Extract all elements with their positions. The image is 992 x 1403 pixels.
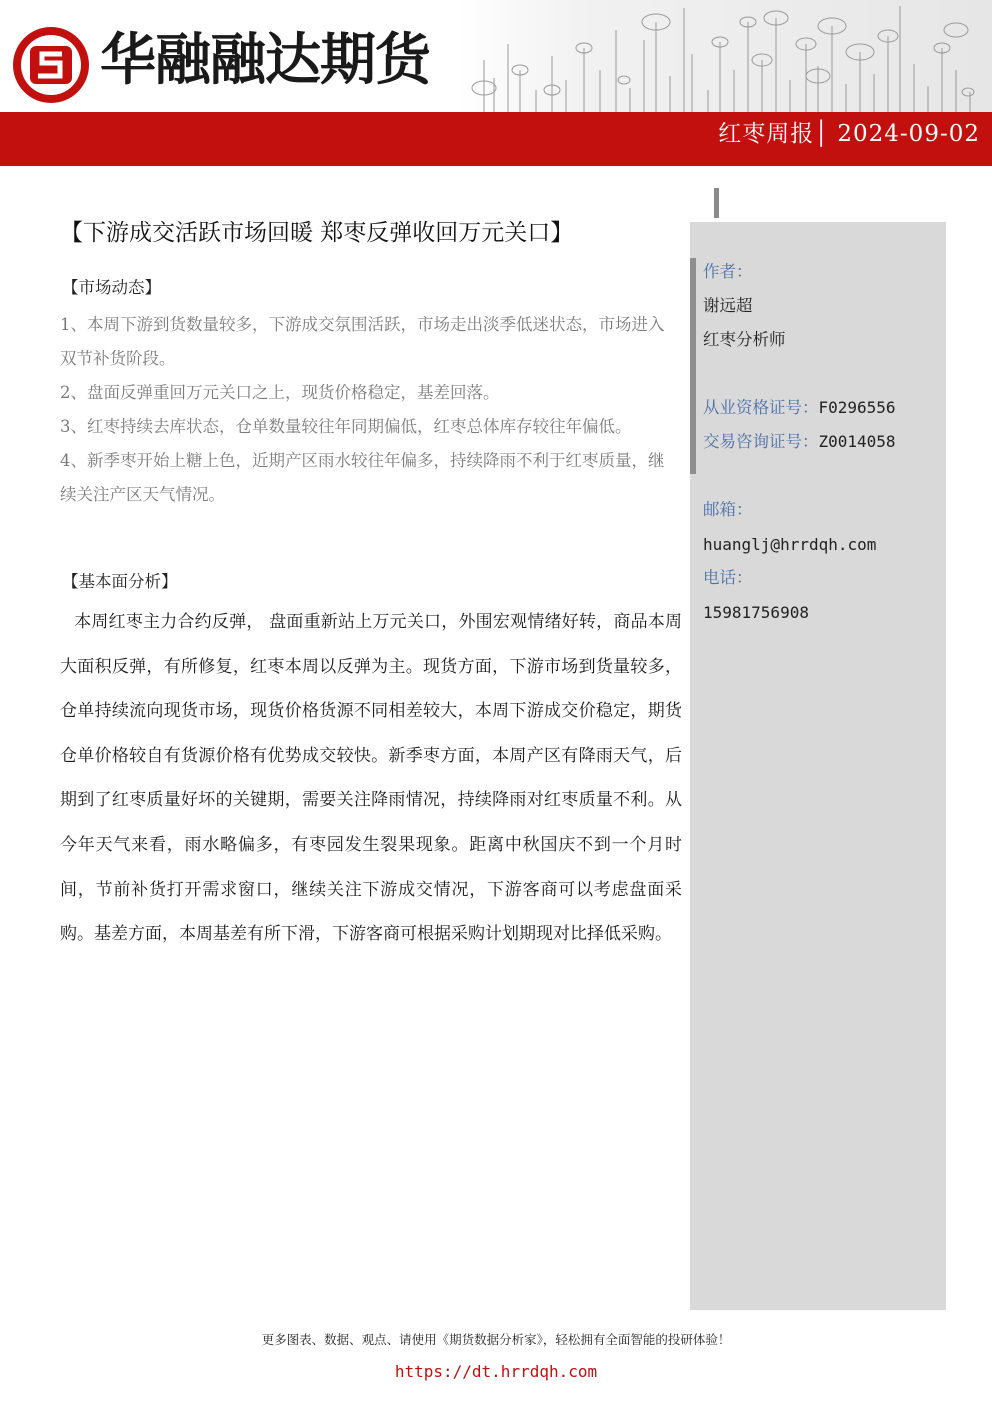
consult-number: Z0014058 xyxy=(818,432,896,451)
fundamental-heading: 【基本面分析】 xyxy=(62,572,178,591)
market-dynamics-heading: 【市场动态】 xyxy=(62,278,161,297)
qualification-row xyxy=(703,398,896,418)
article-title: 【下游成交活跃市场回暖 郑枣反弹收回万元关口】 xyxy=(60,220,574,247)
company-brand-name: 华融融达期货 xyxy=(100,28,430,93)
consult-row xyxy=(703,432,896,452)
list-item: 3、红枣持续去库状态，仓单数量较往年同期偏低，红枣总体库存较往年偏低。 xyxy=(60,417,632,436)
author-label: 作者： xyxy=(703,262,753,281)
list-item: 4、新季枣开始上糖上色，近期产区雨水较往年偏多，持续降雨不利于红枣质量，继续关注产区天气情况。 xyxy=(60,451,665,504)
consult-label: 交易咨询证号： xyxy=(703,432,819,451)
list-item: 2、盘面反弹重回万元关口之上，现货价格稳定，基差回落。 xyxy=(60,383,500,402)
qualification-number: F0296556 xyxy=(818,398,896,417)
fundamental-text: 本周红枣主力合约反弹， 盘面重新站上万元关口，外围宏观情绪好转，商品本周大面积反弹，有所修复，红枣本周以反弹为主。现货方面，下游市场到货量较多，仓单持续流向现货市场，现货价格货源不同相差较大，本周下游成交价稳定，期货仓单价格较自有货源价格有优势成交较快。新季枣方面，本周产区有降雨天气，后期到了红枣质量好坏的关键期，需要关注降雨情况，持续降雨对红枣质量不利。从今年天气来看，雨水略偏多，有枣园发生裂果现象。距离中秋国庆不到一个月时间，节前补货打开需求窗口，继续关注下游成交情况，下游客商可以考虑盘面采购。基差方面，本周基差有所下滑，下游客商可根据采购计划期现对比择低采购。 xyxy=(60,612,682,945)
fundamental-paragraph xyxy=(60,600,682,957)
divider-mark xyxy=(714,188,719,218)
header-decoration xyxy=(456,0,992,112)
phone-label: 电话： xyxy=(703,568,753,587)
list-item: 1、本周下游到货数量较多，下游成交氛围活跃，市场走出淡季低迷状态，市场进入双节补货阶段。 xyxy=(60,315,665,368)
qualification-label: 从业资格证号： xyxy=(703,398,819,417)
email-link[interactable]: huanglj@hrrdqh.com xyxy=(703,535,877,554)
author-name: 谢远超 xyxy=(703,296,753,315)
email-label: 邮箱： xyxy=(703,500,753,519)
sidebar-scrollbar[interactable] xyxy=(690,258,696,474)
footer-url-link[interactable]: https://dt.hrrdqh.com xyxy=(394,1362,598,1381)
phone-number: 15981756908 xyxy=(703,603,809,622)
market-dynamics-list xyxy=(60,308,680,512)
company-logo-icon xyxy=(10,24,92,106)
footer-promo: 更多图表、数据、观点、请使用《期货数据分析家》，轻松拥有全面智能的投研体验！ xyxy=(261,1332,731,1347)
author-title: 红枣分析师 xyxy=(703,330,786,349)
report-label: 红枣周报│ 2024-09-02 xyxy=(718,121,980,147)
author-sidebar xyxy=(690,222,946,1310)
